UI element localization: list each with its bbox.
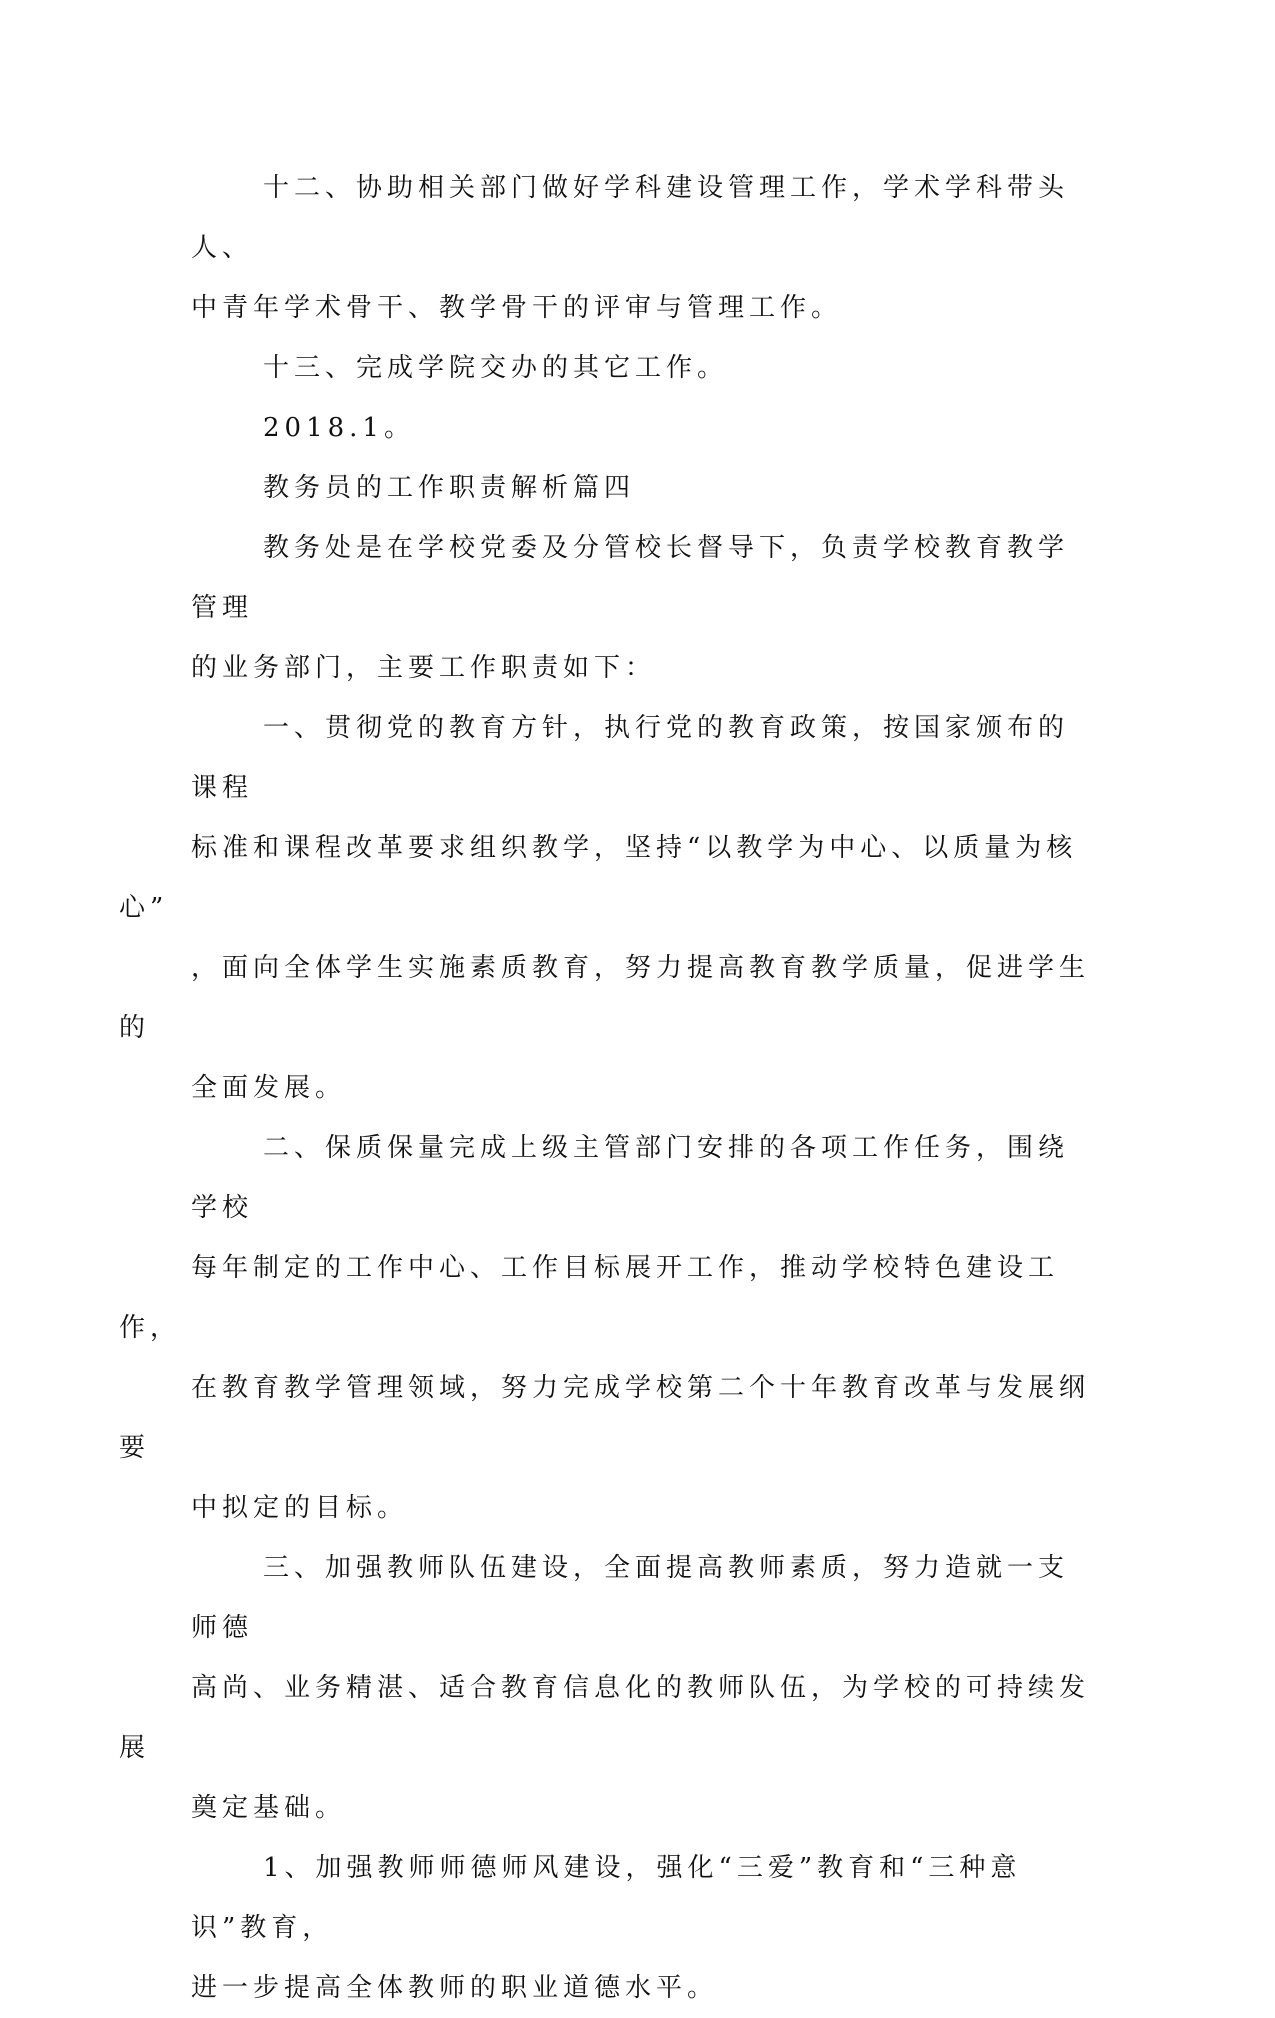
text-line: 1、加强教师师德师风建设，强化“三爱”教育和“三种意识”教育， bbox=[191, 1853, 1022, 1943]
text-line: 进一步提高全体教师的职业道德水平。 bbox=[191, 1973, 719, 2003]
paragraph-item-13 bbox=[191, 338, 1090, 398]
section-heading bbox=[191, 458, 1090, 518]
paragraph-intro bbox=[191, 518, 1090, 698]
text-line: 在教育教学管理领域，努力完成学校第二个十年教育改革与发展纲要 bbox=[119, 1373, 1091, 1463]
text-line: 标准和课程改革要求组织教学，坚持“以教学为中心、以质量为核心” bbox=[119, 833, 1078, 923]
text-line: 2018.1。 bbox=[263, 413, 415, 443]
paragraph-item-12 bbox=[191, 158, 1090, 338]
paragraph-subitem-1 bbox=[191, 1838, 1090, 2018]
paragraph-item-1 bbox=[119, 698, 1091, 1118]
text-line: 教务员的工作职责解析篇四 bbox=[263, 473, 636, 503]
paragraph-item-3 bbox=[119, 1538, 1091, 1838]
text-line: 中青年学术骨干、教学骨干的评审与管理工作。 bbox=[191, 293, 843, 323]
text-line: 教务处是在学校党委及分管校长督导下，负责学校教育教学管理 bbox=[191, 533, 1070, 623]
paragraph-date bbox=[191, 398, 1090, 458]
text-line: 十二、协助相关部门做好学科建设管理工作，学术学科带头人、 bbox=[191, 173, 1070, 263]
text-line: 每年制定的工作中心、工作目标展开工作，推动学校特色建设工作， bbox=[119, 1253, 1060, 1343]
text-line: 全面发展。 bbox=[191, 1073, 347, 1103]
text-line: 的业务部门，主要工作职责如下： bbox=[191, 653, 657, 683]
text-line: 一、贯彻党的教育方针，执行党的教育政策，按国家颁布的课程 bbox=[191, 713, 1070, 803]
text-line: 中拟定的目标。 bbox=[191, 1493, 409, 1523]
text-line: 三、加强教师队伍建设，全面提高教师素质，努力造就一支师德 bbox=[191, 1553, 1070, 1643]
text-line: ，面向全体学生实施素质教育，努力提高教育教学质量，促进学生的 bbox=[119, 953, 1091, 1043]
text-line: 二、保质保量完成上级主管部门安排的各项工作任务，围绕学校 bbox=[191, 1133, 1070, 1223]
text-line: 十三、完成学院交办的其它工作。 bbox=[263, 353, 729, 383]
text-line: 奠定基础。 bbox=[191, 1793, 347, 1823]
paragraph-item-2 bbox=[119, 1118, 1091, 1538]
text-line: 高尚、业务精湛、适合教育信息化的教师队伍，为学校的可持续发展 bbox=[119, 1673, 1091, 1763]
